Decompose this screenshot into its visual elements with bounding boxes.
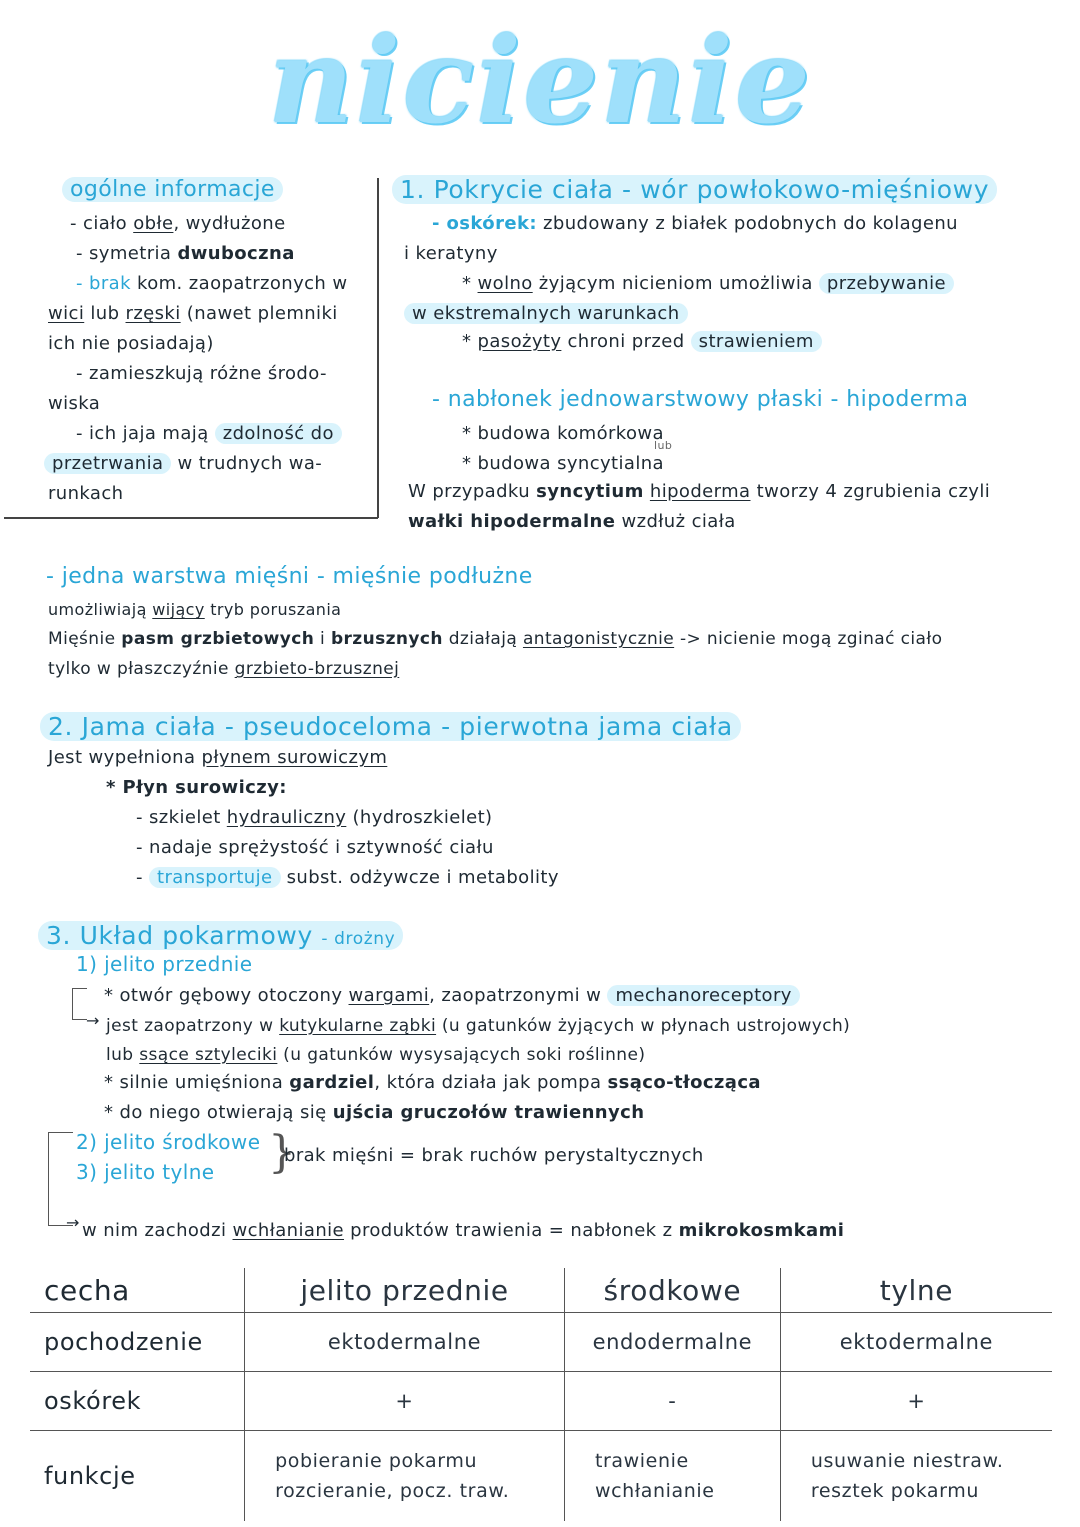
info-line: wici lub rzęski (nawet plemniki (48, 303, 338, 324)
s2-line: * Płyn surowiczy: (106, 777, 287, 798)
info-line: przetrwania w trudnych wa- (44, 452, 322, 476)
row-label: funkcje (44, 1462, 136, 1490)
table-header: cecha (44, 1273, 130, 1307)
table-row (30, 1372, 1052, 1431)
table-cell: trawienie wchłanianie (564, 1431, 780, 1522)
s3-sub-back: 3) jelito tylne (76, 1160, 215, 1184)
table-header: jelito przednie (245, 1268, 565, 1313)
table-row (30, 1431, 1052, 1522)
section3-heading: 3. Układ pokarmowy - drożny (38, 920, 403, 955)
s1-line: * budowa syncytialna (462, 453, 664, 474)
s2-line: Jest wypełniona płynem surowiczym (48, 747, 388, 768)
s1-line: W przypadku syncytium hipoderma tworzy 4 zgrubienia czyli (408, 481, 991, 502)
s3-line: * silnie umięśniona gardziel, która działa jak pompa ssąco-tłocząca (104, 1072, 761, 1093)
page-title: nicienie (267, 11, 813, 150)
table-cell: pobieranie pokarmu rozcieranie, pocz. traw. (245, 1431, 565, 1522)
section2-heading: 2. Jama ciała - pseudoceloma - pierwotna jama ciała (40, 711, 741, 743)
info-line: - brak kom. zaopatrzonych w (76, 273, 348, 294)
table-cell: + (780, 1372, 1052, 1431)
s3-line: lub ssące sztyleciki (u gatunków wysysających soki roślinne) (106, 1045, 646, 1065)
table-cell: usuwanie niestraw. resztek pokarmu (780, 1431, 1052, 1522)
s1-subheading: - nabłonek jednowarstwowy płaski - hipoderma (432, 387, 969, 412)
muscles-line: tylko w płaszczyźnie grzbieto-brzusznej (48, 659, 400, 679)
left-box-heading: ogólne informacje (62, 176, 283, 204)
s1-line: i keratyny (404, 243, 498, 264)
s3-line: jest zaopatrzony w kutykularne ząbki (u gatunków żyjących w płynach ustrojowych) (106, 1016, 851, 1036)
brace-icon: } (268, 1127, 297, 1178)
s3-sub-front: 1) jelito przednie (76, 952, 253, 976)
box-divider-horizontal (4, 517, 378, 519)
s3-line: w nim zachodzi wchłanianie produktów trawienia = nabłonek z mikrokosmkami (82, 1220, 845, 1241)
row-label: oskórek (44, 1387, 142, 1415)
table-cell: ektodermalne (780, 1313, 1052, 1372)
box-divider-vertical (377, 178, 379, 518)
table-cell: - (564, 1372, 780, 1431)
info-line: - symetria dwuboczna (76, 243, 295, 264)
s1-line: * pasożyty chroni przed strawieniem (462, 330, 822, 354)
s2-line: - nadaje sprężystość i sztywność ciału (136, 837, 494, 858)
s2-line: - transportuje subst. odżywcze i metabolity (136, 867, 559, 888)
s1-note: lub (654, 439, 673, 452)
table-row (30, 1313, 1052, 1372)
info-line: - zamieszkują różne środo- (76, 363, 327, 384)
brace-note: brak mięśni = brak ruchów perystaltycznych (284, 1145, 704, 1166)
info-line: ich nie posiadają) (48, 333, 214, 354)
muscles-line: Mięśnie pasm grzbietowych i brzusznych działają antagonistycznie -> nicienie mogą zginać ciało (48, 629, 943, 649)
arrow-icon: → (66, 1213, 80, 1232)
row-label: pochodzenie (44, 1328, 203, 1356)
table-header: tylne (780, 1268, 1052, 1313)
arrow-head-icon: → (86, 1011, 100, 1030)
info-line: runkach (48, 483, 124, 504)
s1-line: * budowa komórkowa (462, 423, 664, 444)
table-header-row (30, 1268, 1052, 1313)
table-cell: endodermalne (564, 1313, 780, 1372)
s3-line: * do niego otwierają się ujścia gruczołów trawiennych (104, 1102, 645, 1123)
info-line: wiska (48, 393, 101, 414)
s2-line: - szkielet hydrauliczny (hydroszkielet) (136, 807, 493, 828)
arrow-bracket (72, 988, 87, 1020)
comparison-table (30, 1268, 1052, 1521)
table-cell: ektodermalne (245, 1313, 565, 1372)
s1-line: w ekstremalnych warunkach (404, 302, 688, 326)
muscles-heading: - jedna warstwa mięśni - mięśnie podłużne (46, 564, 533, 589)
s1-line: - oskórek: zbudowany z białek podobnych do kolagenu (432, 213, 958, 234)
s1-line: * wolno żyjącym nicieniom umożliwia przebywanie (462, 272, 954, 296)
table-cell: + (245, 1372, 565, 1431)
table-header: środkowe (564, 1268, 780, 1313)
info-line: - ich jaja mają zdolność do (76, 422, 342, 446)
s3-line: * otwór gębowy otoczony wargami, zaopatrzonymi w mechanoreceptory (104, 984, 800, 1008)
s3-sub-middle: 2) jelito środkowe (76, 1130, 261, 1154)
section1-heading: 1. Pokrycie ciała - wór powłokowo-mięśniowy (392, 174, 997, 206)
info-line: - ciało obłe, wydłużone (70, 213, 286, 234)
muscles-line: umożliwiają wijący tryb poruszania (48, 600, 342, 619)
s1-line: wałki hipodermalne wzdłuż ciała (408, 511, 736, 532)
